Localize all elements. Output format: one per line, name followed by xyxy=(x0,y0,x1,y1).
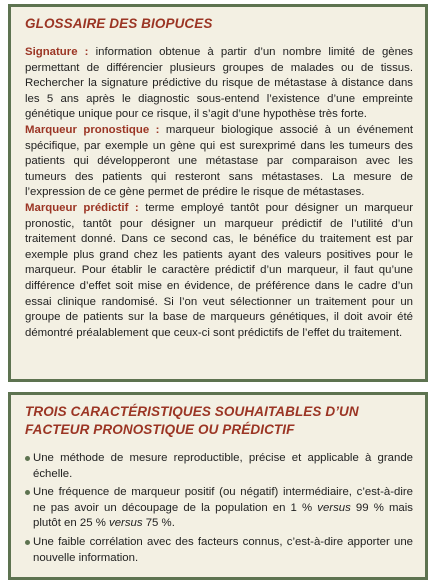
term-marqueur-predictif: Marqueur prédictif : xyxy=(25,201,139,214)
list-item xyxy=(25,535,413,566)
characteristics-box xyxy=(8,392,428,580)
bullet-text-part: Une fréquence de marqueur positif (ou négatif) intermédiaire, c’est-à-dire ne pas avoir un découpage de la population en 1 % xyxy=(33,486,413,514)
bullet-dot-icon xyxy=(25,540,30,545)
glossary-entry-marqueur-pronostique xyxy=(25,123,413,201)
bullet-text-part: 99 % mais plutôt en 25 % xyxy=(33,501,413,530)
definition-marqueur-pronostique: marqueur biologique associé à un événement spécifique, par exemple un gène qui est surexprimé dans les tumeurs des patients qui développeront une métastase par comparaison avec les tumeurs des patients qui resteront sans métastases. La mesure de l’expression de ce gène permet de prédire le risque de métastases. xyxy=(25,123,413,199)
bullet-dot-icon xyxy=(25,456,30,461)
bullet-text-part: 75 %. xyxy=(142,517,175,530)
term-marqueur-pronostique: Marqueur pronostique : xyxy=(25,123,160,136)
glossary-entry-signature xyxy=(25,45,413,123)
glossary-box xyxy=(8,4,428,382)
list-item xyxy=(25,485,413,532)
term-signature: Signature : xyxy=(25,46,89,58)
list-item xyxy=(25,451,413,482)
bullet-text-emphasis: versus xyxy=(317,501,351,514)
definition-marqueur-predictif: terme employé tantôt pour désigner un marqueur pronostic, tantôt pour désigner un marqueur prédictif de l’utilité d’un traitement donné. Dans ce second cas, le bénéfice du traitement est par exemple plus grand chez les patients ayant des valeurs positives pour le marqueur. Pour établir le caractère prédictif d’un marqueur, il faut qu’une différence d’effet soit mise en évidence, de préférence dans le cadre d’un essai clinique randomisé. Si l’on veut sélectionner un traitement pour un groupe de patients sur la base de marqueurs génétiques, il doit avoir été démontré préalablement que ceux-ci sont prédictifs de l’effet du traitement. xyxy=(25,201,413,339)
bullet-text: Une méthode de mesure reproductible, précise et applicable à grande échelle. xyxy=(33,452,413,480)
characteristics-title: TROIS CARACTÉRISTIQUES SOUHAITABLES D’UN FACTEUR PRONOSTIQUE OU PRÉDICTIF xyxy=(25,404,359,437)
bullet-dot-icon xyxy=(25,490,30,495)
glossary-entry-marqueur-predictif xyxy=(25,201,413,341)
bullet-text-emphasis: versus xyxy=(109,517,143,530)
definition-signature: information obtenue à partir d’un nombre limité de gènes permettant de différencier plusieurs groupes de malades ou de tissus. Rechercher la signature prédictive du risque de métastase à distance dans les 5 ans après le diagnostic sous-entend l’existence d’une empreinte génétique unique pour ce risque, il s’agit d’une hypothèse très forte. xyxy=(25,46,413,121)
glossary-title: GLOSSAIRE DES BIOPUCES xyxy=(25,16,213,31)
bullet-text: Une faible corrélation avec des facteurs connus, c’est-à-dire apporter une nouvelle information. xyxy=(33,535,413,564)
characteristics-list xyxy=(25,451,413,566)
